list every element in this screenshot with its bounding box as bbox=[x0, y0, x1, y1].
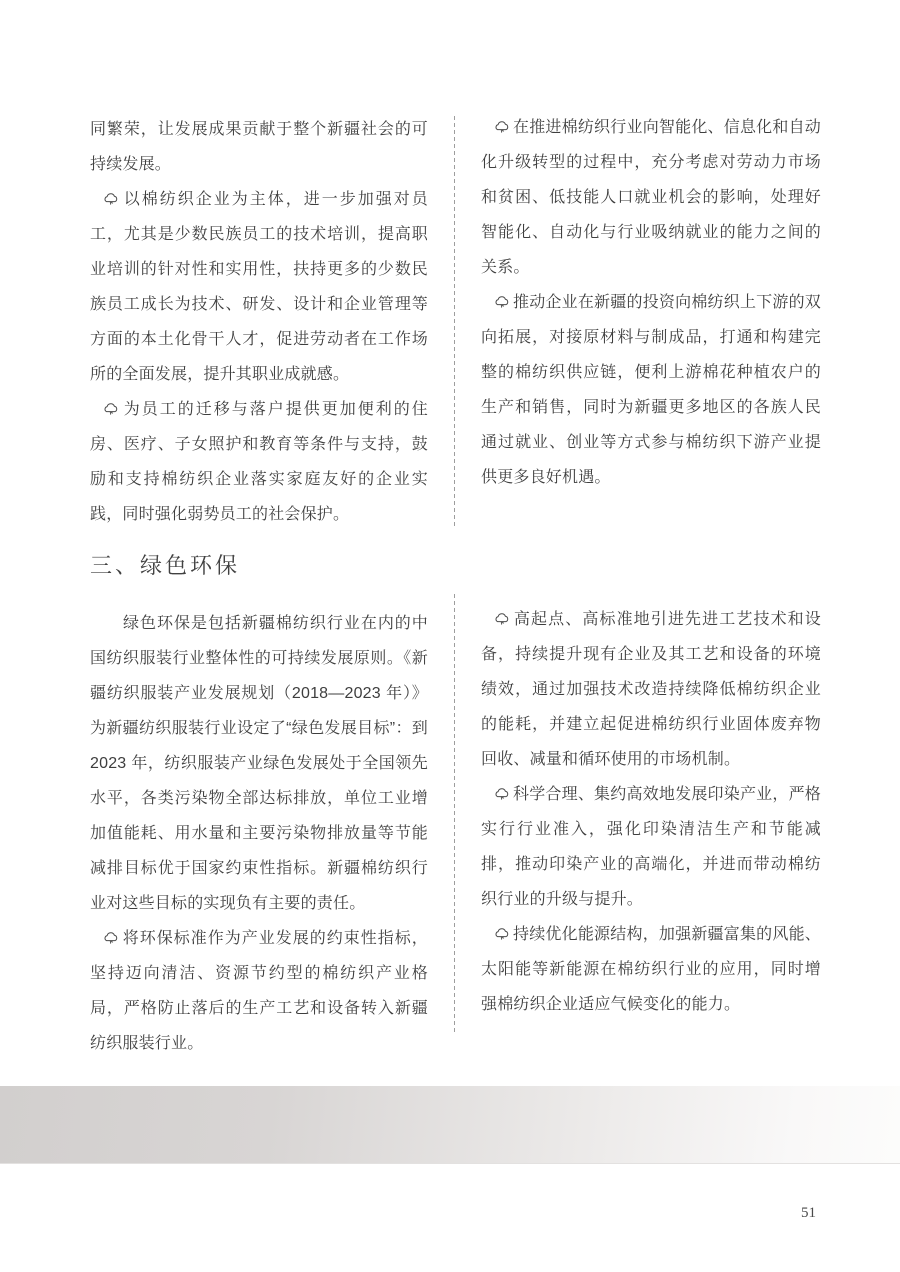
cotton-icon bbox=[494, 120, 510, 133]
paragraph-text: 将环保标准作为产业发展的约束性指标，坚持迈向清洁、资源节约型的棉纺织产业格局，严格防止落后的生产工艺和设备转入新疆纺织服装行业。 bbox=[90, 930, 428, 1052]
paragraph-text: 推动企业在新疆的投资向棉纺织上下游的双向拓展，对接原材料与制成品，打通和构建完整的棉纺织供应链，便利上游棉花种植农户的生产和销售，同时为新疆更多地区的各族人民通过就业、创业等方式参与棉纺织下游产业提供更多良好机遇。 bbox=[481, 294, 821, 486]
cotton-icon bbox=[494, 927, 510, 940]
cotton-icon bbox=[494, 612, 510, 625]
cotton-icon bbox=[103, 931, 119, 944]
paragraph-text: 科学合理、集约高效地发展印染产业，严格实行行业准入，强化印染清洁生产和节能减排，推动印染产业的高端化，并进而带动棉纺织行业的升级与提升。 bbox=[481, 786, 821, 908]
cotton-icon bbox=[494, 295, 510, 308]
paragraph bbox=[481, 777, 821, 917]
paragraph-text: 高起点、高标准地引进先进工艺技术和设备，持续提升现有企业及其工艺和设备的环境绩效，通过加强技术改造持续降低棉纺织企业的能耗，并建立起促进棉纺织行业固体废弃物回收、减量和循环使用的市场机制。 bbox=[481, 611, 821, 768]
paragraph bbox=[90, 112, 428, 182]
top-left-column bbox=[90, 112, 428, 532]
paragraph-text: 绿色环保是包括新疆棉纺织行业在内的中国纺织服装行业整体性的可持续发展原则。《新疆纺织服装产业发展规划（2018—2023 年）》为新疆纺织服装行业设定了“绿色发展目标”：到 2023 年，纺织服装产业绿色发展处于全国领先水平，各类污染物全部达标排放，单位工业增加值能耗、用水量和主要污染物排放量等节能减排目标优于国家约束性指标。新疆棉纺织行业对这些目标的实现负有主要的责任。 bbox=[90, 615, 428, 912]
paragraph bbox=[481, 917, 821, 1022]
paragraph bbox=[481, 285, 821, 495]
top-right-column bbox=[481, 110, 821, 495]
column-divider bbox=[454, 116, 455, 526]
page-number: 51 bbox=[801, 1205, 816, 1221]
paragraph-text: 持续优化能源结构，加强新疆富集的风能、太阳能等新能源在棉纺织行业的应用，同时增强棉纺织企业适应气候变化的能力。 bbox=[481, 926, 821, 1013]
section-heading: 三、绿色环保 bbox=[90, 553, 241, 578]
paragraph bbox=[90, 182, 428, 392]
paragraph bbox=[481, 110, 821, 285]
footer-gradient-bar bbox=[0, 1086, 900, 1164]
paragraph-text: 以棉纺织企业为主体，进一步加强对员工，尤其是少数民族员工的技术培训，提高职业培训的针对性和实用性，扶持更多的少数民族员工成长为技术、研发、设计和企业管理等方面的本土化骨干人才，促进劳动者在工作场所的全面发展，提升其职业成就感。 bbox=[90, 191, 428, 383]
paragraph-text: 在推进棉纺织行业向智能化、信息化和自动化升级转型的过程中，充分考虑对劳动力市场和贫困、低技能人口就业机会的影响，处理好智能化、自动化与行业吸纳就业的能力之间的关系。 bbox=[481, 119, 821, 276]
paragraph bbox=[481, 602, 821, 777]
paragraph bbox=[90, 392, 428, 532]
column-divider bbox=[454, 594, 455, 1035]
cotton-icon bbox=[103, 192, 119, 205]
paragraph bbox=[90, 606, 428, 921]
paragraph bbox=[90, 921, 428, 1061]
bottom-left-column bbox=[90, 606, 428, 1061]
cotton-icon bbox=[103, 402, 119, 415]
paragraph-text: 同繁荣，让发展成果贡献于整个新疆社会的可持续发展。 bbox=[90, 121, 428, 173]
cotton-icon bbox=[494, 787, 510, 800]
bottom-right-column bbox=[481, 602, 821, 1022]
paragraph-text: 为员工的迁移与落户提供更加便利的住房、医疗、子女照护和教育等条件与支持，鼓励和支持棉纺织企业落实家庭友好的企业实践，同时强化弱势员工的社会保护。 bbox=[90, 401, 428, 523]
